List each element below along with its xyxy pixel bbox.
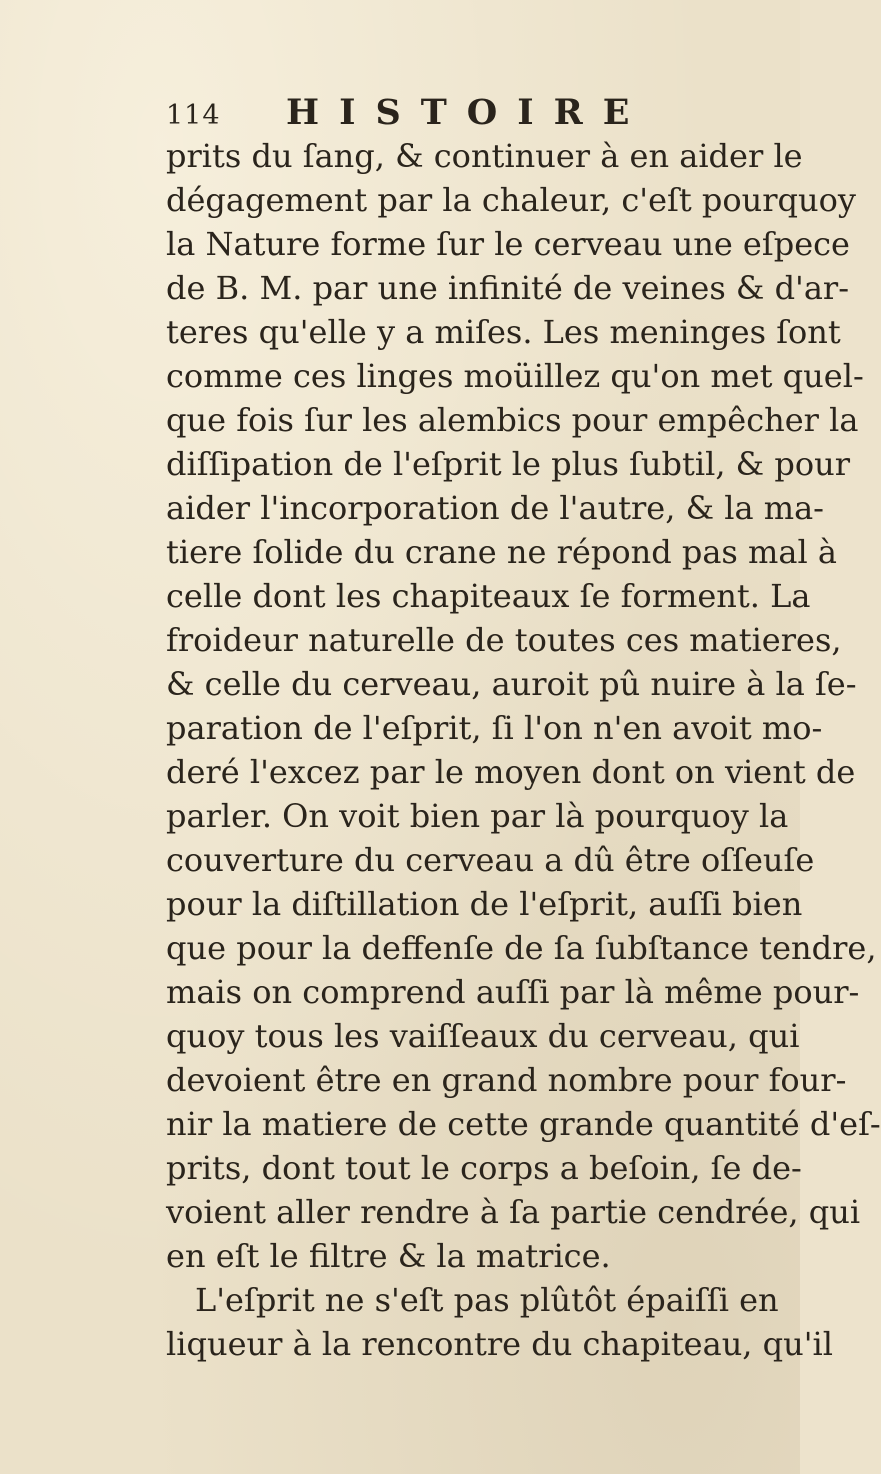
text-line: froideur naturelle de toutes ces matieres,: [166, 621, 842, 659]
text-line: comme ces linges moüillez qu'on met quel-: [166, 357, 864, 395]
text-line: aider l'incorporation de l'autre, & la ma-: [166, 489, 824, 527]
text-line: dégagement par la chaleur, c'eſt pourquoy: [166, 181, 856, 219]
text-line: quoy tous les vaiſſeaux du cerveau, qui: [166, 1017, 800, 1055]
text-line: de B. M. par une infinité de veines & d'ar-: [166, 269, 850, 307]
text-line: prits du ſang, & continuer à en aider le: [166, 137, 803, 175]
text-line: la Nature forme ſur le cerveau une eſpece: [166, 225, 850, 263]
text-line: pour la diſtillation de l'eſprit, auſſi bien: [166, 885, 803, 923]
text-line: devoient être en grand nombre pour four-: [166, 1061, 847, 1099]
text-line: celle dont les chapiteaux ſe forment. La: [166, 577, 811, 615]
text-line: deré l'excez par le moyen dont on vient de: [166, 753, 856, 791]
text-line: & celle du cerveau, auroit pû nuire à la ſe-: [166, 665, 857, 703]
text-line: tiere ſolide du crane ne répond pas mal à: [166, 533, 837, 571]
text-line: prits, dont tout le corps a beſoin, ſe de-: [166, 1149, 802, 1187]
text-line: parler. On voit bien par là pourquoy la: [166, 797, 789, 835]
body-text: [166, 134, 881, 1366]
text-line: L'eſprit ne s'eſt pas plûtôt épaiſſi en: [195, 1281, 779, 1319]
text-line: liqueur à la rencontre du chapiteau, qu'il: [166, 1325, 833, 1363]
running-title: HISTOIRE: [286, 92, 650, 133]
text-line: paration de l'eſprit, ſi l'on n'en avoit mo-: [166, 709, 823, 747]
text-line: nir la matiere de cette grande quantité d'eſ-: [166, 1105, 881, 1143]
text-line: couverture du cerveau a dû être oſſeuſe: [166, 841, 815, 879]
page-number: 114: [166, 100, 221, 131]
text-line: teres qu'elle y a miſes. Les meninges ſont: [166, 313, 841, 351]
text-line: que pour la deffenſe de ſa ſubſtance tendre,: [166, 929, 877, 967]
text-line: que fois ſur les alembics pour empêcher la: [166, 401, 859, 439]
text-line: en eſt le filtre & la matrice.: [166, 1237, 611, 1275]
text-line: mais on comprend auſſi par là même pour-: [166, 973, 860, 1011]
text-line: voient aller rendre à ſa partie cendrée, qui: [166, 1193, 861, 1231]
text-line: diſſipation de l'eſprit le plus ſubtil, & pour: [166, 445, 850, 483]
